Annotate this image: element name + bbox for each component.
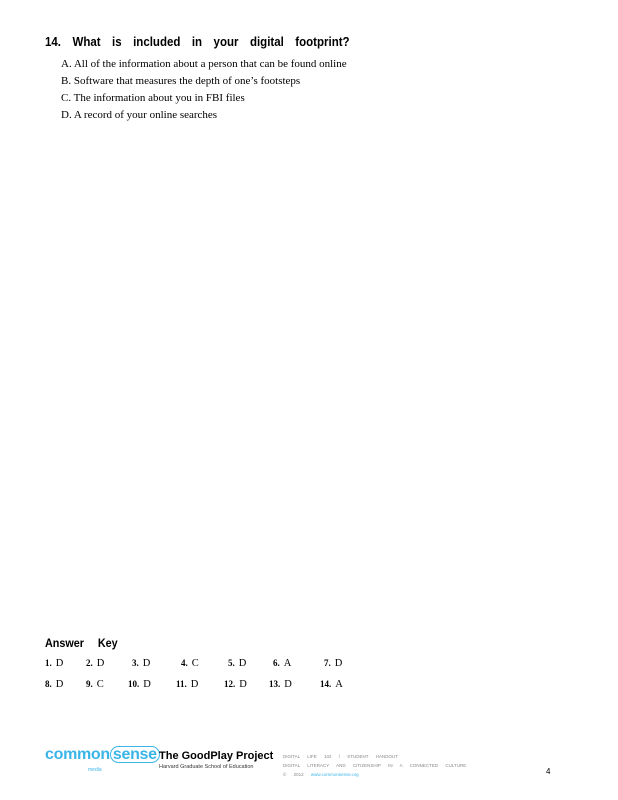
answer-key-item: 7. D bbox=[324, 658, 343, 669]
footer-meta-line-1: DIGITAL LIFE 102 / STUDENT HANDOUT bbox=[283, 754, 398, 759]
common-sense-logo-sub: media bbox=[88, 767, 102, 773]
option-c: C. The information about you in FBI files bbox=[61, 92, 245, 104]
answer-key-item: 5. D bbox=[228, 658, 247, 669]
answer-key-item: 4. C bbox=[181, 658, 199, 669]
common-sense-logo: common sense bbox=[45, 746, 160, 764]
answer-key-item: 14. A bbox=[320, 679, 343, 690]
answer-key-item: 1. D bbox=[45, 658, 64, 669]
goodplay-subtitle: Harvard Graduate School of Education bbox=[159, 764, 254, 770]
answer-key-item: 11. D bbox=[176, 679, 199, 690]
option-a: A. All of the information about a person that can be found online bbox=[61, 58, 347, 70]
answer-key-item: 2. D bbox=[86, 658, 105, 669]
goodplay-title: The GoodPlay Project bbox=[159, 750, 274, 762]
answer-key-item: 8. D bbox=[45, 679, 64, 690]
answer-key-item: 12. D bbox=[224, 679, 247, 690]
answer-key-heading: Answer Key bbox=[45, 636, 118, 650]
answer-key-row-2 bbox=[0, 679, 618, 693]
answer-key-item: 13. D bbox=[269, 679, 292, 690]
answer-key-item: 10. D bbox=[128, 679, 151, 690]
option-b: B. Software that measures the depth of one’s footsteps bbox=[61, 75, 301, 87]
page-number: 4 bbox=[546, 767, 551, 776]
page-footer bbox=[0, 740, 618, 780]
answer-key-item: 6. A bbox=[273, 658, 292, 669]
question-title: 14. What is included in your digital footprint? bbox=[45, 35, 350, 49]
footer-copyright: © 2012 bbox=[283, 772, 304, 777]
footer-url[interactable]: www.commonsense.org bbox=[310, 772, 359, 777]
answer-key-item: 3. D bbox=[132, 658, 151, 669]
footer-meta bbox=[283, 752, 483, 779]
footer-meta-line-2: DIGITAL LITERACY AND CITIZENSHIP IN A CONNECTED CULTURE bbox=[283, 763, 467, 768]
answer-key-row-1 bbox=[0, 658, 618, 672]
answer-key-item: 9. C bbox=[86, 679, 104, 690]
option-d: D. A record of your online searches bbox=[61, 109, 218, 121]
answer-options bbox=[61, 56, 347, 124]
